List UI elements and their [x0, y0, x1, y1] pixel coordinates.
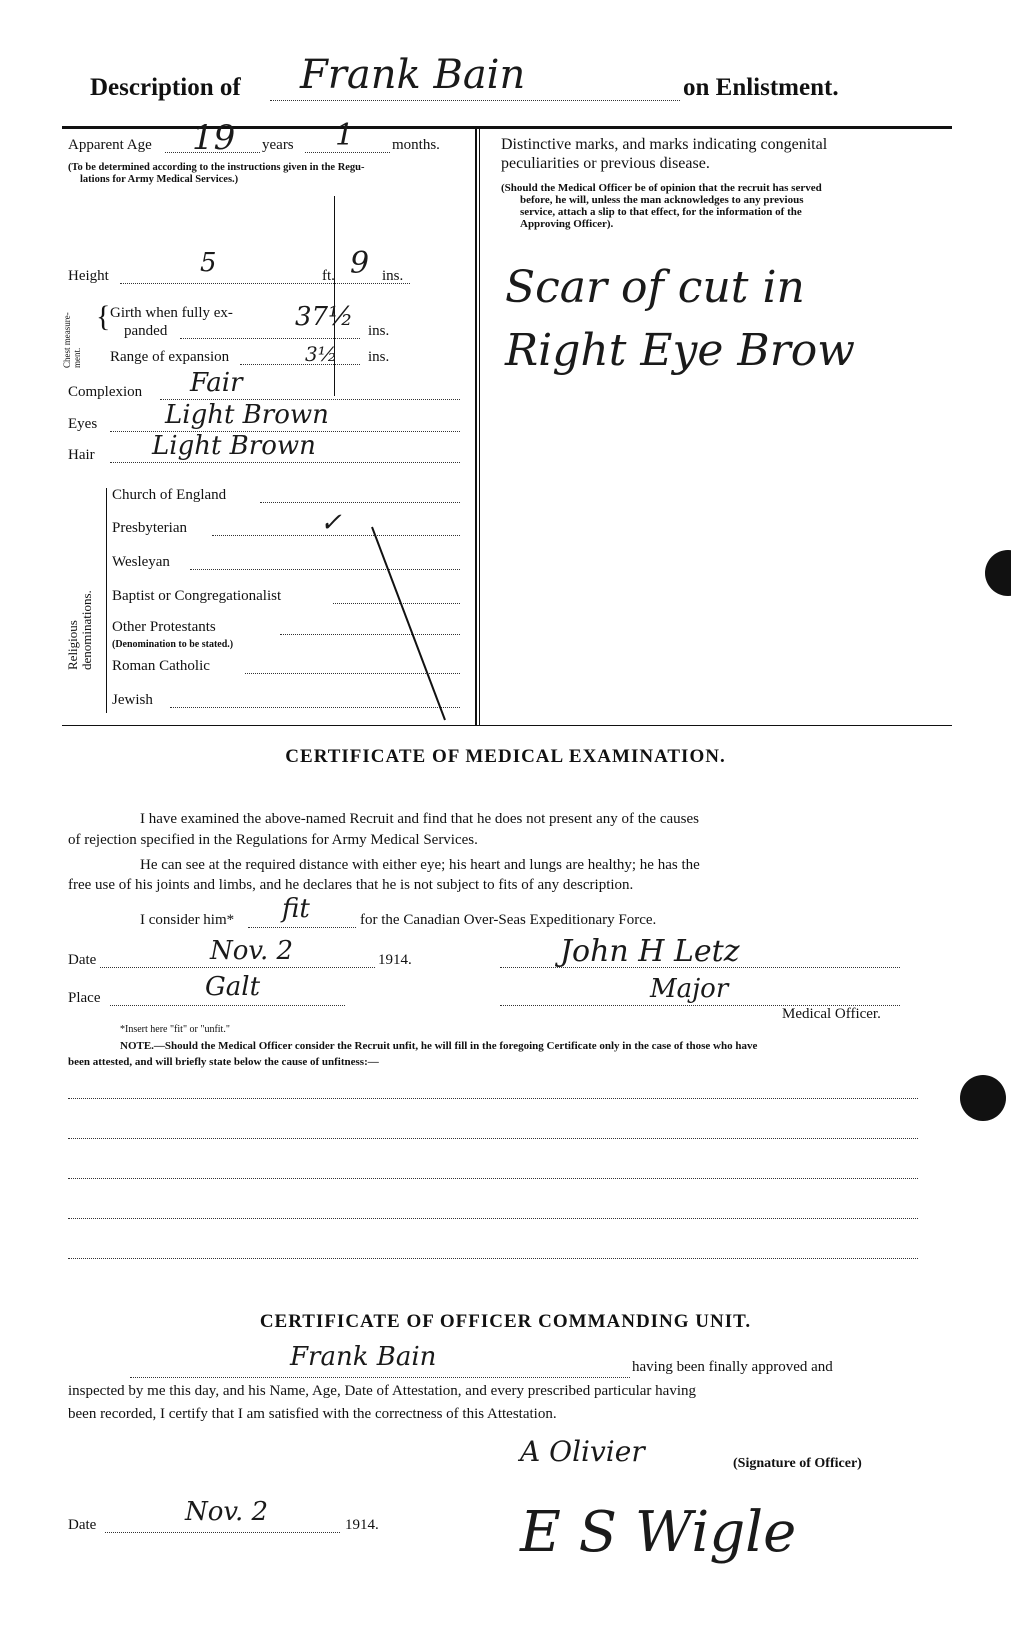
- commanding-date-value: Nov. 2: [185, 1497, 269, 1527]
- age-note: (To be determined according to the instructions given in the Regu-: [68, 162, 365, 173]
- medical-officer-label: Medical Officer.: [782, 1006, 881, 1022]
- range-ins: ins.: [368, 349, 390, 365]
- medical-date-label: Date: [68, 952, 97, 968]
- officer-signature-1: A Olivier: [520, 1435, 645, 1468]
- hair-label: Hair: [68, 447, 95, 463]
- medical-para-2: He can see at the required distance with either eye; his heart and lungs are healthy; he has the: [140, 857, 700, 873]
- range-line: [240, 364, 360, 365]
- signature-label: (Signature of Officer): [733, 1456, 862, 1471]
- medical-date-value: Nov. 2: [210, 936, 294, 966]
- unfitness-line: [68, 1218, 918, 1219]
- place-label: Place: [68, 990, 101, 1006]
- commanding-heading: CERTIFICATE OF OFFICER COMMANDING UNIT.: [259, 1311, 752, 1332]
- unfit-note: NOTE.—Should the Medical Officer consider the Recruit unfit, he will fill in the foregoing Certificate only in the case of those who have: [120, 1040, 758, 1052]
- years-label: years: [262, 137, 294, 153]
- commanding-text-3: been recorded, I certify that I am satisfied with the correctness of this Attestation.: [68, 1406, 557, 1422]
- religion-line: [260, 502, 460, 503]
- place-value: Galt: [205, 972, 261, 1002]
- name-line: [270, 100, 680, 101]
- range-value: 3½: [305, 342, 338, 366]
- unfit-note-2: been attested, and will briefly state below the cause of unfitness:—: [68, 1056, 379, 1068]
- religion-strike-line: [370, 525, 450, 725]
- age-months: 1: [335, 118, 355, 153]
- unfitness-line: [68, 1178, 918, 1179]
- marks-heading: Distinctive marks, and marks indicating congenital: [501, 136, 828, 153]
- complexion-value: Fair: [190, 368, 243, 398]
- left-subdivider: [334, 196, 335, 396]
- religion-label: Religious denominations.: [65, 590, 94, 670]
- girth-line: [180, 338, 360, 339]
- religion-wesleyan: Wesleyan: [112, 554, 170, 570]
- commanding-name-line: [130, 1377, 630, 1378]
- fitness-line: [248, 927, 356, 928]
- marks-note-2: before, he will, unless the man acknowledges to any previous: [520, 194, 804, 206]
- girth-label-2: panded: [124, 323, 168, 339]
- consider-label: I consider him*: [140, 912, 235, 928]
- commanding-date-label: Date: [68, 1517, 97, 1533]
- height-line: [120, 283, 410, 284]
- hair-line: [110, 462, 460, 463]
- religion-church-of-england: Church of England: [112, 487, 227, 503]
- recruit-name: Frank Bain: [300, 52, 526, 98]
- height-ft: 5: [200, 248, 217, 278]
- religion-baptist: Baptist or Congregationalist: [112, 588, 282, 604]
- height-label: Height: [68, 268, 109, 284]
- age-years: 19: [192, 118, 236, 158]
- months-label: months.: [392, 137, 440, 153]
- presbyterian-check: ✓: [320, 508, 342, 538]
- religion-other-protestants: Other Protestants: [112, 619, 216, 635]
- religion-presbyterian: Presbyterian: [112, 520, 187, 536]
- officer-signature-2: E S Wigle: [520, 1500, 797, 1565]
- unfitness-line: [68, 1098, 918, 1099]
- eyes-value: Light Brown: [165, 400, 329, 430]
- ins-label: ins.: [382, 268, 404, 284]
- ft-label: ft.: [322, 268, 335, 284]
- unfitness-line: [68, 1258, 918, 1259]
- marks-note: (Should the Medical Officer be of opinion that the recruit has served: [501, 182, 822, 194]
- hair-value: Light Brown: [152, 431, 316, 461]
- column-divider-inner: [479, 128, 480, 726]
- title-suffix: on Enlistment.: [683, 74, 839, 101]
- complexion-label: Complexion: [68, 384, 143, 400]
- unfitness-line: [68, 1138, 918, 1139]
- height-in: 9: [350, 246, 370, 281]
- marks-value-2: Right Eye Brow: [505, 325, 855, 376]
- chest-label: Chest measure-ment.: [62, 312, 82, 368]
- religion-bracket: [106, 488, 107, 713]
- fitness-value: fit: [282, 894, 310, 924]
- medical-officer-signature: John H Letz: [560, 934, 740, 969]
- girth-value: 37½: [295, 302, 354, 332]
- religion-roman-catholic: Roman Catholic: [112, 658, 210, 674]
- insert-note: *Insert here "fit" or "unfit.": [120, 1024, 230, 1035]
- medical-date-year: 1914.: [378, 952, 412, 968]
- eyes-label: Eyes: [68, 416, 98, 432]
- age-note-2: lations for Army Medical Services.): [80, 174, 239, 185]
- girth-label: Girth when fully ex-: [110, 305, 233, 321]
- commanding-date-line: [105, 1532, 340, 1533]
- girth-ins: ins.: [368, 323, 390, 339]
- medical-officer-rank: Major: [650, 974, 729, 1004]
- punch-hole: [960, 1075, 1006, 1121]
- medical-date-line: [100, 967, 375, 968]
- marks-note-4: Approving Officer).: [520, 218, 614, 230]
- place-line: [110, 1005, 345, 1006]
- section-rule: [62, 725, 952, 726]
- religion-jewish: Jewish: [112, 692, 153, 708]
- marks-value: Scar of cut in: [505, 262, 805, 313]
- marks-heading-2: peculiarities or previous disease.: [501, 155, 710, 172]
- commanding-text-1: having been finally approved and: [632, 1359, 833, 1375]
- punch-hole: [985, 550, 1011, 596]
- commanding-recruit-name: Frank Bain: [290, 1342, 437, 1372]
- chest-brace: {: [96, 300, 111, 333]
- range-label: Range of expansion: [110, 349, 230, 365]
- medical-para-1b: of rejection specified in the Regulations for Army Medical Services.: [68, 832, 478, 848]
- marks-note-3: service, attach a slip to that effect, for the information of the: [520, 206, 802, 218]
- consider-suffix: for the Canadian Over-Seas Expeditionary Force.: [360, 912, 657, 928]
- commanding-date-year: 1914.: [345, 1517, 379, 1533]
- commanding-text-2: inspected by me this day, and his Name, Age, Date of Attestation, and every prescribed particular having: [68, 1383, 697, 1399]
- title-prefix: Description of: [90, 74, 241, 101]
- medical-heading: CERTIFICATE OF MEDICAL EXAMINATION.: [285, 746, 726, 767]
- column-divider: [475, 128, 477, 726]
- medical-para-1: I have examined the above-named Recruit and find that he does not present any of the causes: [140, 811, 699, 827]
- other-note: (Denomination to be stated.): [112, 639, 234, 650]
- medical-para-2b: free use of his joints and limbs, and he declares that he is not subject to fits of any description.: [68, 877, 634, 893]
- age-label: Apparent Age: [68, 137, 152, 153]
